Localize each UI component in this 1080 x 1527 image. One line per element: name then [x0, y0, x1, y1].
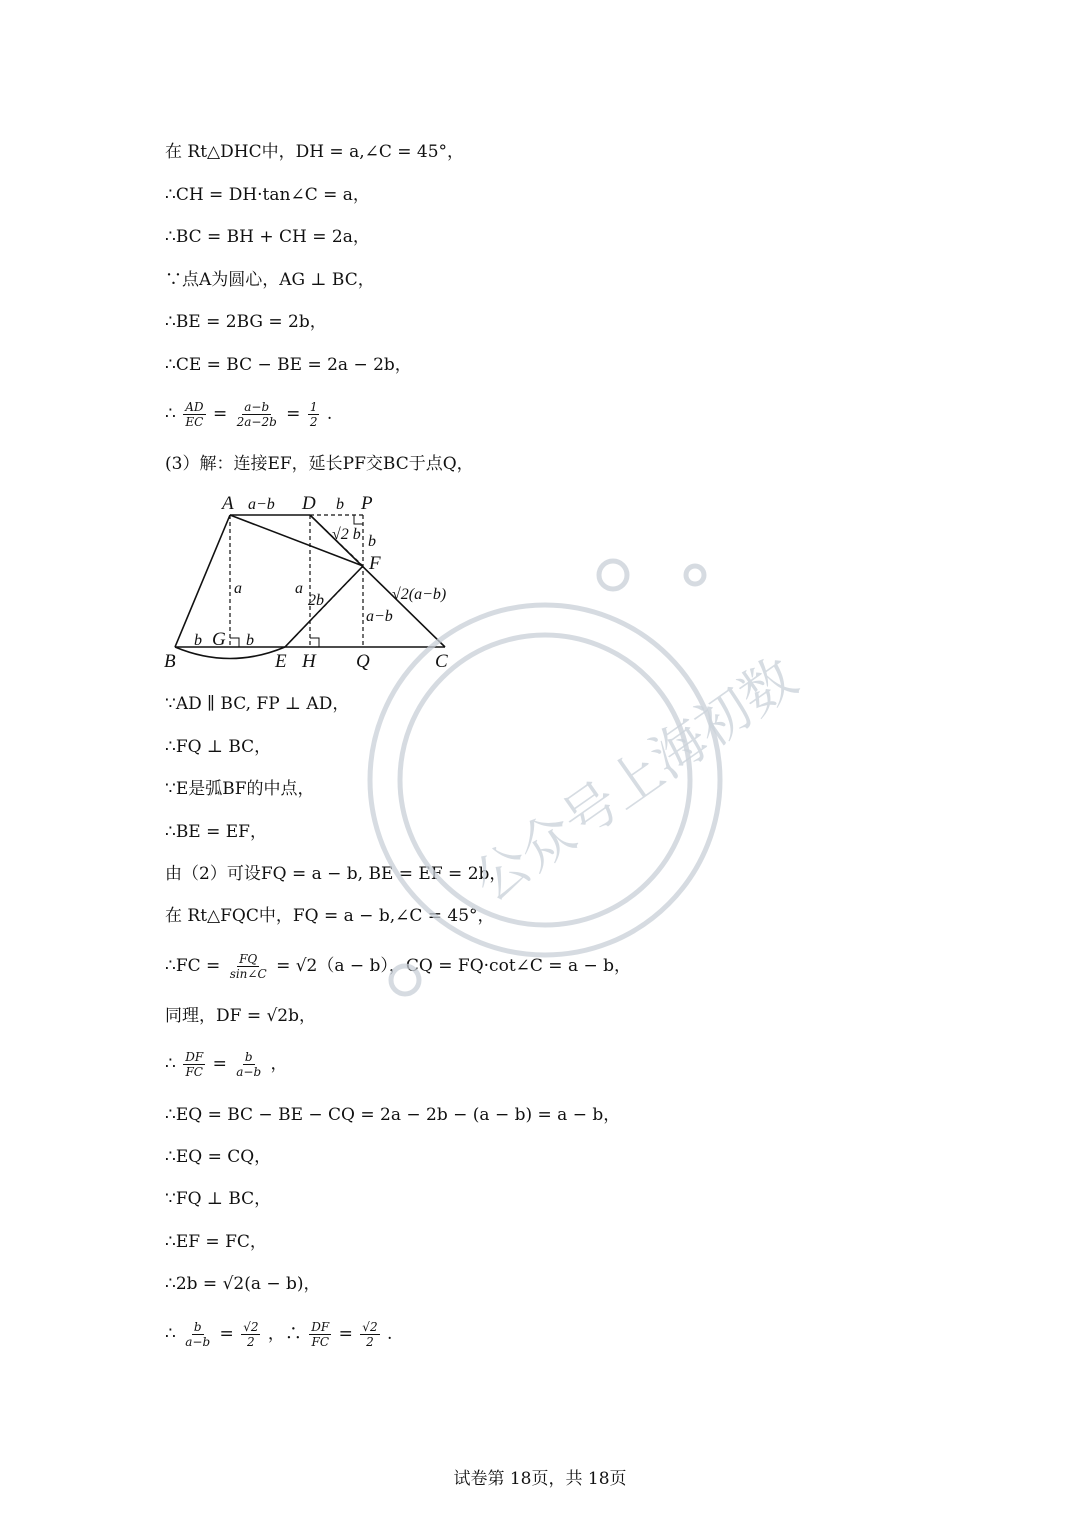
fraction	[228, 952, 269, 981]
fraction-den: 2a−2b	[236, 415, 277, 429]
fraction	[241, 1320, 260, 1349]
text-rest: = √2（a − b），CQ = FQ·cot∠C = a − b，	[276, 956, 632, 976]
text-prefix: ∴	[165, 404, 176, 424]
segment-label: b	[368, 533, 376, 550]
fraction-num: b	[244, 1050, 253, 1064]
fraction	[234, 1050, 263, 1079]
fraction-den: 2	[309, 415, 318, 429]
text-line: ∵FQ ⊥ BC，	[165, 1189, 272, 1209]
fraction	[235, 400, 279, 429]
text-prefix: ∴	[165, 1324, 176, 1344]
fraction-num: AD	[185, 400, 204, 414]
text-line: ∴BE = 2BG = 2b，	[165, 312, 327, 332]
point-label: B	[164, 651, 176, 672]
fraction-den: sin∠C	[229, 967, 267, 981]
segment-label: b	[336, 496, 344, 513]
point-label: H	[302, 651, 316, 672]
fraction	[309, 1320, 331, 1349]
fraction	[360, 1320, 379, 1349]
fraction-den: 2	[247, 1335, 255, 1349]
segment-label: a−b	[248, 496, 275, 513]
point-label: F	[369, 553, 381, 574]
watermark-stamp	[360, 520, 809, 1000]
fraction	[183, 400, 205, 429]
text-line: 由（2）可设FQ = a − b, BE = EF = 2b，	[165, 864, 507, 884]
text-line: ∴FQ ⊥ BC，	[165, 737, 272, 757]
text-suffix: .	[326, 404, 333, 424]
equals: =	[212, 1054, 227, 1074]
fraction	[308, 400, 320, 429]
text-line: ∴CH = DH·tan∠C = a，	[165, 185, 370, 205]
text-line: ∵点A为圆心，AG ⊥ BC，	[165, 270, 375, 290]
equals: =	[219, 1324, 234, 1344]
text-line: ∴EQ = BC − BE − CQ = 2a − 2b − (a − b) = a − b，	[165, 1105, 621, 1125]
text-line: ∵E是弧BF的中点，	[165, 779, 315, 799]
segment-label: b	[194, 632, 202, 649]
text-line: ∵AD ∥ BC, FP ⊥ AD，	[165, 694, 350, 714]
df-fc-line	[165, 1050, 288, 1079]
final-line	[165, 1320, 392, 1349]
fraction-den: a−b	[185, 1335, 211, 1349]
fraction-den: 2	[366, 1335, 374, 1349]
text-line: ∴BC = BH + CH = 2a，	[165, 227, 370, 247]
fraction	[183, 1050, 205, 1079]
text-line: ∴EF = FC，	[165, 1232, 267, 1252]
fraction-num: FQ	[239, 952, 258, 966]
segment-label: √2 b	[332, 526, 361, 543]
fraction-num: DF	[311, 1320, 330, 1334]
fraction-num: 1	[309, 400, 318, 414]
text-suffix: .	[386, 1324, 393, 1344]
fraction-den: EC	[185, 415, 204, 429]
fraction-num: √2	[243, 1320, 259, 1334]
text-line: 在 Rt△DHC中，DH = a,∠C = 45°，	[165, 142, 465, 162]
fraction	[183, 1320, 212, 1349]
text-line: (3）解：连接EF，延长PF交BC于点Q，	[165, 454, 474, 474]
fraction-den: a−b	[236, 1065, 262, 1079]
text-suffix: ，	[270, 1054, 288, 1074]
equals: =	[338, 1324, 353, 1344]
text-prefix: ∴FC =	[165, 956, 221, 976]
point-label: P	[361, 493, 373, 514]
segment-label: √2(a−b)	[392, 586, 447, 603]
segment-label: a	[234, 580, 242, 597]
text-line: 在 Rt△FQC中，FQ = a − b,∠C = 45°，	[165, 906, 495, 926]
fraction-num: b	[193, 1320, 202, 1334]
segment-label: b	[246, 632, 254, 649]
fraction-den: FC	[311, 1335, 330, 1349]
segment-label: a	[295, 580, 303, 597]
text-line: ∴CE = BC − BE = 2a − 2b，	[165, 355, 412, 375]
point-label: Q	[356, 651, 370, 672]
point-label: E	[275, 651, 287, 672]
fraction-den: FC	[185, 1065, 203, 1079]
equals: =	[212, 404, 228, 424]
text-line: ∴EQ = CQ，	[165, 1147, 272, 1167]
ratio-line	[165, 400, 332, 429]
equals: =	[286, 404, 301, 424]
text-prefix: ∴	[165, 1054, 176, 1074]
text-line: 同理，DF = √2b，	[165, 1006, 317, 1026]
segment-label: a−b	[366, 608, 393, 625]
page-footer: 试卷第 18页，共 18页	[453, 1469, 627, 1489]
text-mid: ，∴	[267, 1324, 302, 1344]
point-label: D	[302, 493, 316, 514]
point-label: G	[212, 629, 226, 650]
fraction-num: DF	[185, 1050, 204, 1064]
fraction-num: √2	[362, 1320, 378, 1334]
text-line: ∴BE = EF，	[165, 822, 267, 842]
point-label: A	[222, 493, 234, 514]
watermark-text: 公众号上海初数	[462, 645, 809, 914]
text-line: ∴2b = √2(a − b)，	[165, 1274, 321, 1294]
fraction-num: a−b	[244, 400, 270, 414]
segment-label: 2b	[308, 592, 324, 609]
point-label: C	[435, 651, 448, 672]
